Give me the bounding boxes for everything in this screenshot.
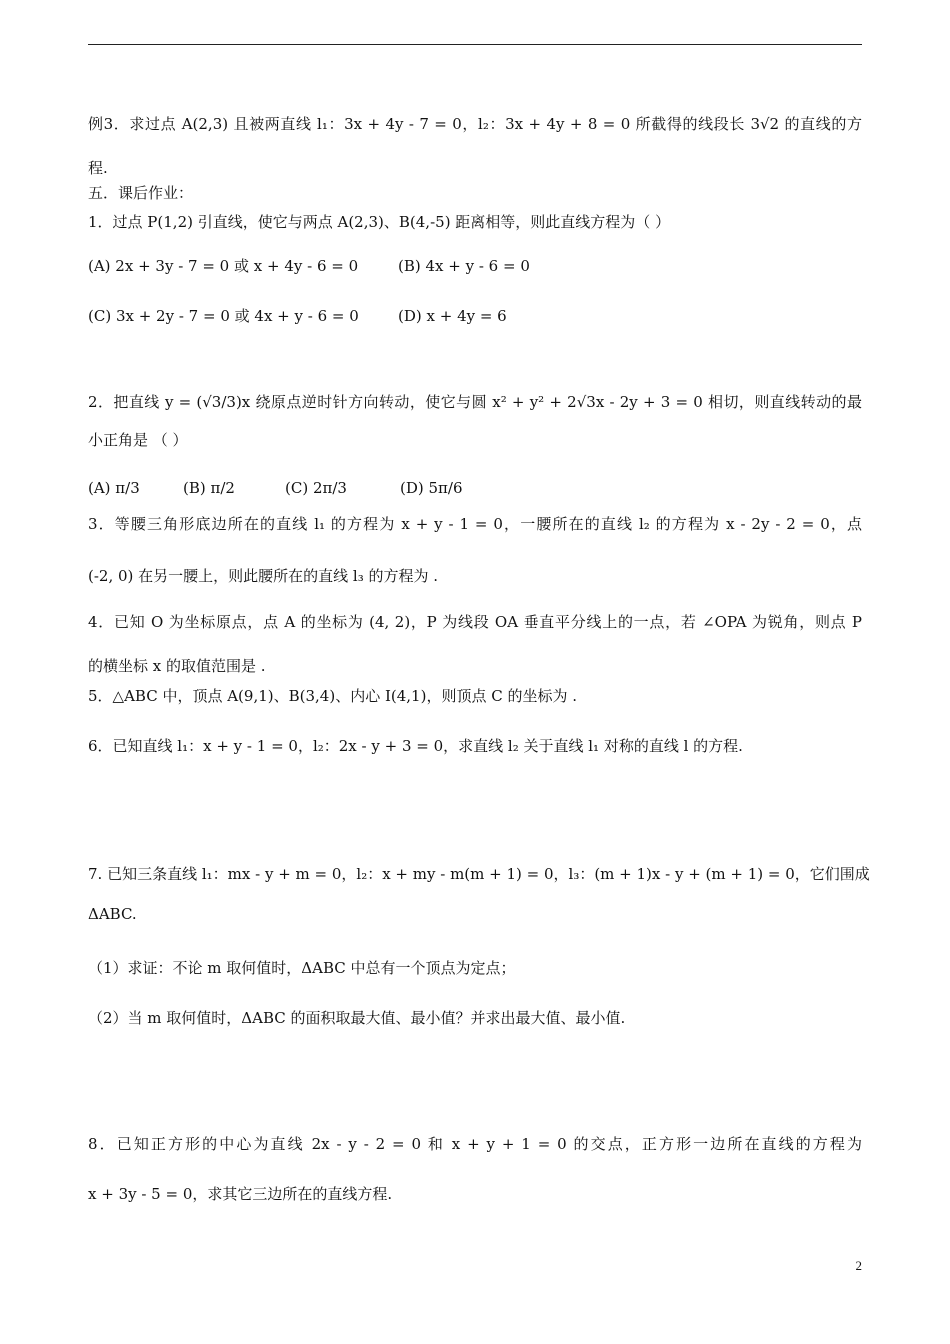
problem-1-option-b: (B) 4x + y - 6 = 0 xyxy=(398,257,530,275)
problem-7-line1: 7. 已知三条直线 l₁：mx - y + m = 0，l₂：x + my - m(m + 1) = 0，l₃：(m + 1)x - y + (m + 1) = 0，它们围成 xyxy=(88,865,870,883)
problem-7-line2: ΔABC. xyxy=(88,905,137,923)
problem-5: 5．△ABC 中，顶点 A(9,1)、B(3,4)、内心 I(4,1)，则顶点 C 的坐标为 . xyxy=(88,687,578,705)
header-rule xyxy=(88,44,862,45)
problem-4-line2: 的横坐标 x 的取值范围是 . xyxy=(88,657,266,675)
section-title: 五．课后作业： xyxy=(88,184,194,202)
problem-3-line2: (-2, 0) 在另一腰上，则此腰所在的直线 l₃ 的方程为 . xyxy=(88,567,439,585)
problem-2-option-a: (A) π/3 xyxy=(88,479,140,497)
problem-7-sub1: （1）求证：不论 m 取何值时，ΔABC 中总有一个顶点为定点； xyxy=(88,959,516,977)
problem-2-line1: 2．把直线 y = (√3/3)x 绕原点逆时针方向转动，使它与圆 x² + y² + 2√3x - 2y + 3 = 0 相切，则直线转动的最 xyxy=(88,393,862,411)
example3-line1: 例3．求过点 A(2,3) 且被两直线 l₁：3x + 4y - 7 = 0，l₂：3x + 4y + 8 = 0 所截得的线段长 3√2 的直线的方 xyxy=(88,115,862,133)
problem-7-sub2: （2）当 m 取何值时，ΔABC 的面积取最大值、最小值？并求出最大值、最小值. xyxy=(88,1009,626,1027)
problem-6: 6．已知直线 l₁：x + y - 1 = 0，l₂：2x - y + 3 = 0，求直线 l₂ 关于直线 l₁ 对称的直线 l 的方程. xyxy=(88,737,743,755)
problem-2-option-d: (D) 5π/6 xyxy=(400,479,463,497)
problem-8-line1: 8．已知正方形的中心为直线 2x - y - 2 = 0 和 x + y + 1 = 0 的交点，正方形一边所在直线的方程为 xyxy=(88,1135,862,1153)
problem-8-line2: x + 3y - 5 = 0，求其它三边所在的直线方程. xyxy=(88,1185,393,1203)
problem-2-option-c: (C) 2π/3 xyxy=(285,479,347,497)
page-number: 2 xyxy=(855,1258,862,1273)
problem-4-line1: 4．已知 O 为坐标原点，点 A 的坐标为 (4, 2)，P 为线段 OA 垂直平分线上的一点，若 ∠OPA 为锐角，则点 P xyxy=(88,613,862,631)
problem-3-line1: 3．等腰三角形底边所在的直线 l₁ 的方程为 x + y - 1 = 0，一腰所在的直线 l₂ 的方程为 x - 2y - 2 = 0，点 xyxy=(88,515,862,533)
problem-2-line2: 小正角是 （ ） xyxy=(88,431,188,449)
problem-2-option-b: (B) π/2 xyxy=(183,479,235,497)
problem-1-option-c: (C) 3x + 2y - 7 = 0 或 4x + y - 6 = 0 xyxy=(88,307,359,325)
problem-1-stem: 1．过点 P(1,2) 引直线，使它与两点 A(2,3)、B(4,-5) 距离相等，则此直线方程为（ ） xyxy=(88,213,671,231)
problem-1-option-a: (A) 2x + 3y - 7 = 0 或 x + 4y - 6 = 0 xyxy=(88,257,359,275)
problem-1-option-d: (D) x + 4y = 6 xyxy=(398,307,507,325)
example3-line2: 程. xyxy=(88,159,108,177)
